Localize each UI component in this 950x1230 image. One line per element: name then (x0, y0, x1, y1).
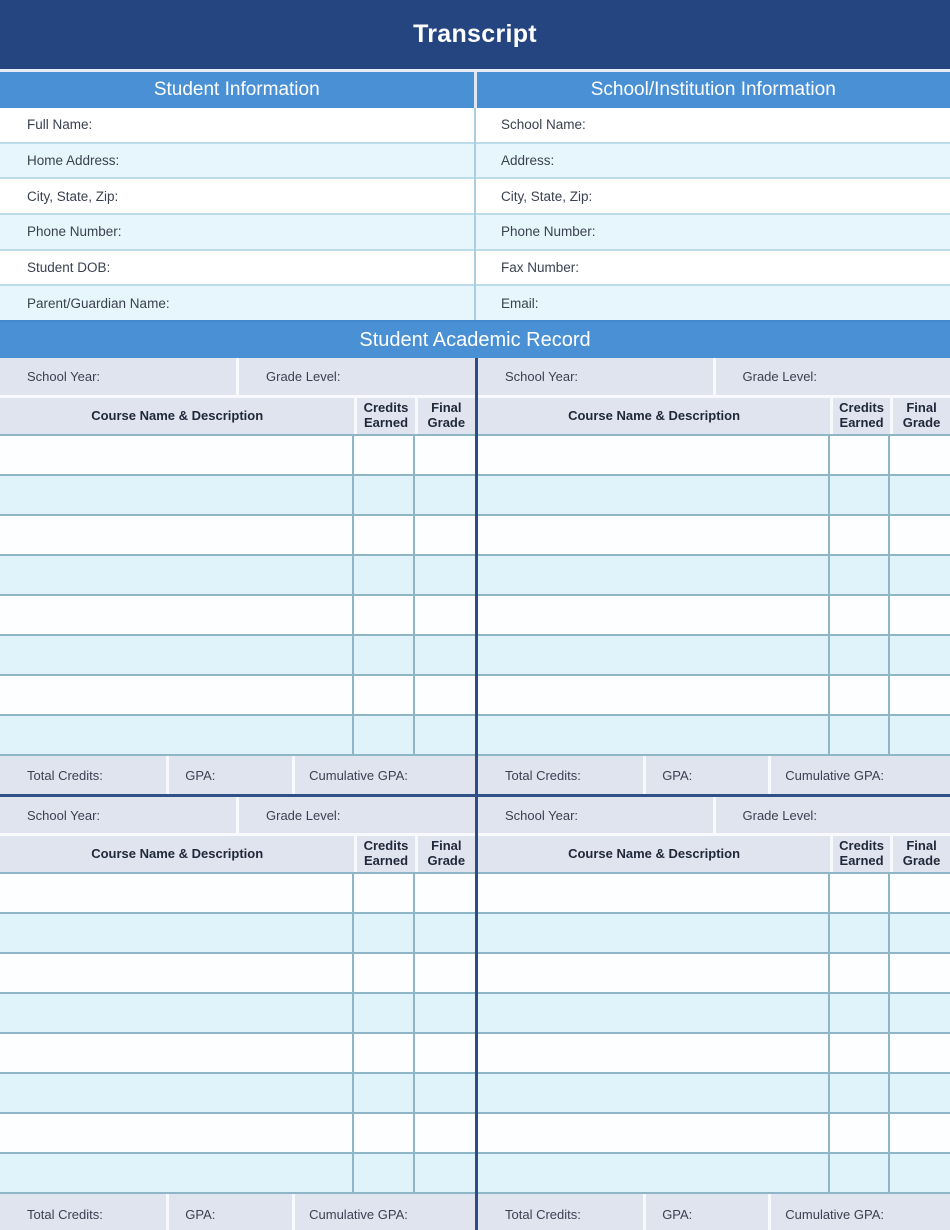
empty-course-cell (478, 476, 830, 514)
academic-table-2 (475, 358, 950, 794)
school-year-field: School Year: (478, 358, 716, 398)
academic-table-4 (475, 797, 950, 1230)
empty-course-cell (478, 1154, 830, 1192)
empty-credits-cell (354, 676, 414, 714)
cumulative-gpa-field: Cumulative GPA: (292, 756, 475, 794)
table-row (0, 596, 475, 636)
empty-course-cell (478, 636, 830, 674)
empty-final-cell (890, 556, 950, 594)
table-row (478, 1074, 950, 1114)
table-row (0, 436, 475, 476)
empty-course-cell (478, 596, 830, 634)
empty-course-cell (0, 436, 354, 474)
empty-credits-cell (830, 596, 890, 634)
empty-final-cell (415, 1034, 475, 1072)
table-row (478, 676, 950, 716)
empty-final-cell (890, 1114, 950, 1152)
empty-course-cell (478, 1074, 830, 1112)
school-information-header: School/Institution Information (477, 72, 950, 108)
course-rows (0, 434, 475, 756)
table-row (0, 1034, 475, 1074)
course-name-column-header: Course Name & Description (478, 398, 830, 434)
course-rows (478, 434, 950, 756)
empty-credits-cell (354, 596, 414, 634)
grade-level-field: Grade Level: (716, 797, 950, 836)
empty-final-cell (890, 874, 950, 912)
table-row (478, 874, 950, 914)
empty-course-cell (478, 436, 830, 474)
empty-course-cell (0, 596, 354, 634)
empty-credits-cell (830, 436, 890, 474)
empty-course-cell (478, 1114, 830, 1152)
school-city-state-zip-field: City, State, Zip: (476, 179, 950, 215)
table-row (0, 914, 475, 954)
empty-final-cell (415, 914, 475, 952)
section-headers (0, 72, 950, 108)
column-header-row (0, 398, 475, 434)
student-information-header: Student Information (0, 72, 477, 108)
empty-credits-cell (830, 676, 890, 714)
empty-final-cell (890, 716, 950, 754)
empty-credits-cell (830, 874, 890, 912)
table-row (0, 636, 475, 676)
table-row (478, 954, 950, 994)
empty-final-cell (415, 676, 475, 714)
empty-final-cell (890, 596, 950, 634)
gpa-field: GPA: (643, 1194, 768, 1230)
school-name-field: School Name: (476, 108, 950, 144)
empty-final-cell (890, 954, 950, 992)
email-field: Email: (476, 286, 950, 320)
empty-final-cell (890, 516, 950, 554)
grade-level-field: Grade Level: (239, 797, 475, 836)
empty-final-cell (890, 436, 950, 474)
table-row (478, 716, 950, 756)
empty-course-cell (478, 874, 830, 912)
full-name-field: Full Name: (0, 108, 474, 144)
empty-course-cell (0, 676, 354, 714)
empty-credits-cell (830, 954, 890, 992)
empty-credits-cell (354, 1034, 414, 1072)
empty-final-cell (415, 556, 475, 594)
school-address-field: Address: (476, 144, 950, 180)
empty-final-cell (415, 954, 475, 992)
empty-final-cell (890, 1034, 950, 1072)
cumulative-gpa-field: Cumulative GPA: (292, 1194, 475, 1230)
empty-final-cell (890, 914, 950, 952)
empty-credits-cell (830, 994, 890, 1032)
table-row (0, 874, 475, 914)
course-name-column-header: Course Name & Description (0, 836, 354, 872)
empty-credits-cell (830, 516, 890, 554)
school-year-field: School Year: (478, 797, 716, 836)
empty-credits-cell (354, 716, 414, 754)
year-grade-row (478, 358, 950, 398)
table-row (0, 1154, 475, 1194)
table-row (478, 994, 950, 1034)
empty-final-cell (890, 636, 950, 674)
table-row (478, 516, 950, 556)
empty-course-cell (0, 1074, 354, 1112)
table-row (0, 516, 475, 556)
empty-course-cell (0, 516, 354, 554)
total-credits-field: Total Credits: (0, 1194, 166, 1230)
empty-credits-cell (354, 636, 414, 674)
empty-final-cell (415, 874, 475, 912)
empty-credits-cell (830, 914, 890, 952)
empty-final-cell (890, 994, 950, 1032)
academic-block-1 (0, 358, 950, 794)
final-grade-column-header: Final Grade (890, 398, 950, 434)
empty-course-cell (0, 636, 354, 674)
table-row (478, 476, 950, 516)
table-row (478, 1114, 950, 1154)
table-row (0, 716, 475, 756)
table-row (478, 914, 950, 954)
grade-level-field: Grade Level: (716, 358, 950, 398)
table-row (478, 556, 950, 596)
gpa-field: GPA: (166, 756, 292, 794)
empty-course-cell (478, 516, 830, 554)
empty-credits-cell (354, 994, 414, 1032)
school-info-column (476, 108, 950, 320)
table-row (0, 1114, 475, 1154)
school-year-field: School Year: (0, 358, 239, 398)
empty-course-cell (0, 716, 354, 754)
empty-credits-cell (354, 476, 414, 514)
empty-course-cell (0, 1114, 354, 1152)
table-row (478, 636, 950, 676)
empty-course-cell (0, 556, 354, 594)
empty-final-cell (415, 476, 475, 514)
empty-credits-cell (354, 874, 414, 912)
academic-table-3 (0, 797, 475, 1230)
year-grade-row (478, 797, 950, 836)
school-year-field: School Year: (0, 797, 239, 836)
column-header-row (478, 836, 950, 872)
totals-row (478, 1194, 950, 1230)
year-grade-row (0, 358, 475, 398)
empty-credits-cell (830, 1074, 890, 1112)
empty-final-cell (890, 1154, 950, 1192)
empty-final-cell (415, 1074, 475, 1112)
home-address-field: Home Address: (0, 144, 474, 180)
empty-final-cell (890, 676, 950, 714)
fax-number-field: Fax Number: (476, 251, 950, 287)
total-credits-field: Total Credits: (478, 756, 643, 794)
empty-final-cell (415, 436, 475, 474)
cumulative-gpa-field: Cumulative GPA: (768, 1194, 950, 1230)
table-row (478, 1154, 950, 1194)
empty-credits-cell (354, 436, 414, 474)
course-name-column-header: Course Name & Description (0, 398, 354, 434)
gpa-field: GPA: (166, 1194, 292, 1230)
student-info-column (0, 108, 476, 320)
empty-credits-cell (830, 636, 890, 674)
empty-credits-cell (830, 716, 890, 754)
final-grade-column-header: Final Grade (890, 836, 950, 872)
course-rows (478, 872, 950, 1194)
empty-credits-cell (354, 1114, 414, 1152)
totals-row (0, 1194, 475, 1230)
student-phone-field: Phone Number: (0, 215, 474, 251)
empty-credits-cell (354, 954, 414, 992)
final-grade-column-header: Final Grade (415, 836, 475, 872)
empty-final-cell (415, 596, 475, 634)
credits-earned-column-header: Credits Earned (830, 398, 890, 434)
empty-credits-cell (354, 1074, 414, 1112)
empty-credits-cell (830, 1154, 890, 1192)
table-row (478, 596, 950, 636)
empty-credits-cell (354, 1154, 414, 1192)
total-credits-field: Total Credits: (0, 756, 166, 794)
credits-earned-column-header: Credits Earned (354, 836, 414, 872)
empty-credits-cell (830, 1114, 890, 1152)
student-dob-field: Student DOB: (0, 251, 474, 287)
empty-final-cell (890, 1074, 950, 1112)
credits-earned-column-header: Credits Earned (354, 398, 414, 434)
academic-block-2 (0, 797, 950, 1230)
empty-course-cell (478, 914, 830, 952)
table-row (0, 556, 475, 596)
empty-credits-cell (354, 556, 414, 594)
empty-credits-cell (354, 914, 414, 952)
empty-credits-cell (830, 556, 890, 594)
empty-final-cell (890, 476, 950, 514)
empty-course-cell (478, 556, 830, 594)
table-row (0, 994, 475, 1034)
table-row (0, 476, 475, 516)
grade-level-field: Grade Level: (239, 358, 475, 398)
empty-course-cell (478, 954, 830, 992)
empty-course-cell (478, 994, 830, 1032)
empty-course-cell (0, 476, 354, 514)
year-grade-row (0, 797, 475, 836)
table-row (478, 436, 950, 476)
school-phone-field: Phone Number: (476, 215, 950, 251)
empty-final-cell (415, 516, 475, 554)
page-title: Transcript (413, 20, 537, 48)
course-name-column-header: Course Name & Description (478, 836, 830, 872)
table-row (0, 676, 475, 716)
totals-row (478, 756, 950, 794)
column-header-row (0, 836, 475, 872)
empty-credits-cell (830, 476, 890, 514)
information-section (0, 108, 950, 320)
academic-record-header: Student Academic Record (0, 320, 950, 358)
gpa-field: GPA: (643, 756, 768, 794)
table-row (478, 1034, 950, 1074)
academic-table-1 (0, 358, 475, 794)
empty-course-cell (0, 874, 354, 912)
totals-row (0, 756, 475, 794)
empty-final-cell (415, 636, 475, 674)
empty-course-cell (0, 914, 354, 952)
empty-course-cell (478, 1034, 830, 1072)
document-header (0, 0, 950, 69)
student-city-state-zip-field: City, State, Zip: (0, 179, 474, 215)
empty-course-cell (0, 954, 354, 992)
table-row (0, 1074, 475, 1114)
column-header-row (478, 398, 950, 434)
empty-course-cell (0, 994, 354, 1032)
course-rows (0, 872, 475, 1194)
credits-earned-column-header: Credits Earned (830, 836, 890, 872)
empty-course-cell (478, 716, 830, 754)
empty-final-cell (415, 716, 475, 754)
empty-credits-cell (830, 1034, 890, 1072)
total-credits-field: Total Credits: (478, 1194, 643, 1230)
empty-final-cell (415, 1154, 475, 1192)
empty-final-cell (415, 994, 475, 1032)
empty-course-cell (478, 676, 830, 714)
empty-final-cell (415, 1114, 475, 1152)
empty-credits-cell (354, 516, 414, 554)
table-row (0, 954, 475, 994)
empty-course-cell (0, 1154, 354, 1192)
parent-guardian-field: Parent/Guardian Name: (0, 286, 474, 320)
final-grade-column-header: Final Grade (415, 398, 475, 434)
cumulative-gpa-field: Cumulative GPA: (768, 756, 950, 794)
empty-course-cell (0, 1034, 354, 1072)
